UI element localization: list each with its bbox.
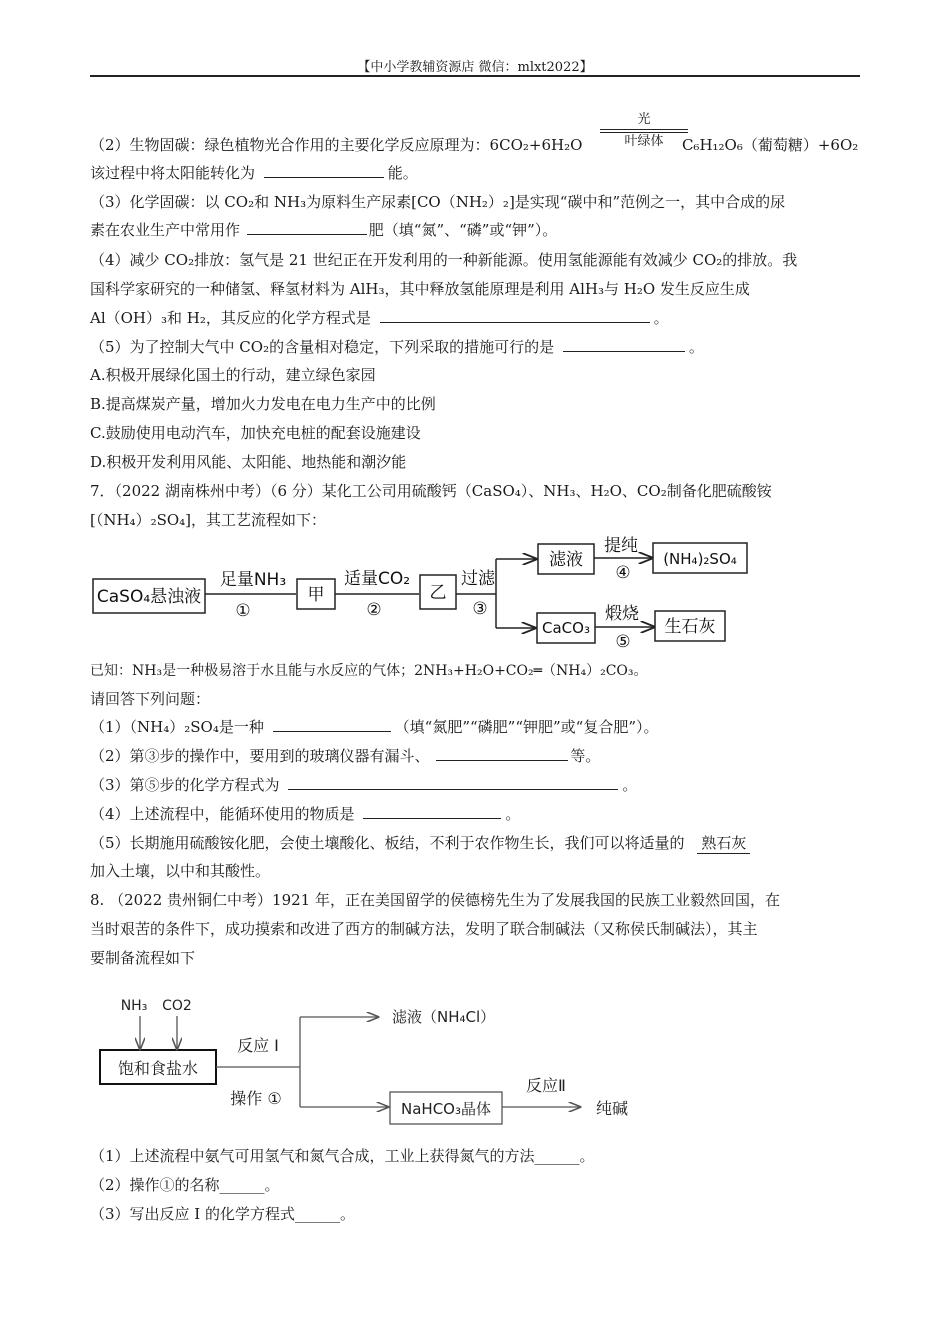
page-header: 【中小学教辅资源店 微信：mlxt2022】 — [357, 60, 593, 75]
q8-sub3: （3）写出反应 I 的化学方程式______。 — [90, 1205, 356, 1223]
q6-part2-line2-text: 该过程中将太阳能转化为 — [90, 164, 256, 182]
q6-part3-line2-end: 肥（填“氮”、“磷”或“钾”）。 — [368, 221, 558, 239]
label-arrow1-top: 足量NH₃ — [219, 570, 287, 590]
box-brine — [100, 1050, 216, 1084]
label-caco3: CaCO₃ — [542, 619, 590, 637]
q6-option-d: D.积极开发利用风能、太阳能、地热能和潮汐能 — [90, 453, 407, 471]
label-product: (NH₄)₂SO₄ — [663, 550, 737, 568]
label-caso4: CaSO₄悬浊液 — [96, 587, 202, 607]
q7-sub1 — [90, 717, 860, 737]
label-filtrate-nh4cl: 滤液（NH₄Cl） — [392, 1008, 496, 1026]
box-product — [653, 543, 747, 573]
q7-sub4 — [90, 804, 860, 824]
label-arrow1-bottom: ① — [235, 601, 251, 621]
q6-option-c: C.鼓励使用电动汽车，加快充电桩的配套设施建设 — [90, 424, 421, 442]
box-caco3 — [537, 613, 595, 643]
label-reaction1: 反应 I — [237, 1036, 279, 1055]
q6-part2-text-a: （2）生物固碳：绿色植物光合作用的主要化学反应原理为：6CO₂+6H₂O — [90, 136, 583, 154]
box-lime — [655, 611, 725, 641]
q6-part2-line1 — [90, 135, 860, 155]
q6-part2-line2-end: 能。 — [387, 164, 418, 182]
q7-sub3-text: （3）第⑤步的化学方程式为 — [90, 776, 280, 794]
header-rule — [90, 75, 860, 77]
label-arrow4-top: 提纯 — [604, 536, 638, 556]
label-arrow5-top: 煅烧 — [605, 604, 639, 624]
answer-blank[interactable] — [264, 163, 384, 178]
q7-sub5-line2: 加入土壤，以中和其酸性。 — [90, 862, 271, 880]
label-yi: 乙 — [429, 583, 447, 603]
q6-part4-line1: （4）减少 CO₂排放：氢气是 21 世纪正在开发利用的一种新能源。使用氢能源能有效减少 CO₂的排放。我 — [90, 251, 798, 269]
q6-option-b: B.提高煤炭产量，增加火力发电在电力生产中的比例 — [90, 395, 436, 413]
label-reaction2: 反应Ⅱ — [526, 1076, 566, 1095]
q6-part4-line3-end: 。 — [653, 309, 669, 327]
label-op1: 操作 ① — [230, 1089, 282, 1108]
label-soda: 纯碱 — [595, 1099, 629, 1118]
q6-part4-line2: 国科学家研究的一种储氢、释氢材料为 AlH₃，其中释放氢能原理是利用 AlH₃与 H₂O 发生反应生成 — [90, 280, 750, 298]
label-arrow3-bottom: ③ — [472, 599, 488, 619]
q7-ask: 请回答下列问题： — [90, 690, 211, 708]
q7-sub3 — [90, 775, 860, 795]
answer-blank[interactable] — [436, 746, 568, 761]
condition-double-line — [600, 129, 688, 133]
label-arrow2-top: 适量CO₂ — [343, 569, 411, 589]
q7-sub1-text: （1）（NH₄）₂SO₄是一种 — [90, 718, 264, 736]
q6-part5 — [90, 337, 860, 357]
box-caso4 — [93, 579, 205, 613]
q8-stem-line2: 当时艰苦的条件下，成功摸索和改进了西方的制碱方法，发明了联合制碱法（又称侯氏制碱法），其主 — [90, 920, 758, 938]
answer-blank[interactable] — [363, 804, 501, 819]
label-arrow2-bottom: ② — [366, 600, 382, 620]
answer-blank[interactable] — [288, 775, 618, 790]
q6-part3-line2 — [90, 220, 860, 240]
q7-sub3-end: 。 — [622, 776, 638, 794]
answer-blank[interactable] — [563, 337, 685, 352]
q7-sub4-text: （4）上述流程中，能循环使用的物质是 — [90, 805, 355, 823]
q7-stem-line1: 7．（2022 湖南株州中考）（6 分）某化工公司用硫酸钙（CaSO₄）、NH₃、H₂O、CO₂制备化肥硫酸铵 — [90, 482, 772, 500]
q8-stem-line3: 要制备流程如下 — [90, 949, 196, 967]
label-arrow4-bottom: ④ — [615, 563, 631, 583]
label-arrow5-bottom: ⑤ — [615, 632, 631, 652]
label-jia: 甲 — [307, 585, 325, 605]
q6-part3-line1: （3）化学固碳：以 CO₂和 NH₃为原料生产尿素[CO（NH₂）₂]是实现“碳中和”范例之一，其中合成的尿 — [90, 193, 786, 211]
box-jia — [297, 579, 335, 609]
q6-option-a: A.积极开展绿化国土的行动，建立绿色家园 — [90, 366, 376, 384]
box-crystal — [390, 1092, 502, 1124]
q7-sub2-text: （2）第③步的操作中，要用到的玻璃仪器有漏斗、 — [90, 747, 430, 765]
q6-part5-end: 。 — [688, 338, 704, 356]
condition-chlorophyll: 叶绿体 — [624, 134, 664, 149]
label-crystal: NaHCO₃晶体 — [401, 1100, 491, 1118]
q7-known: 已知：NH₃是一种极易溶于水且能与水反应的气体；2NH₃+H₂O+CO₂═（NH₄）₂CO₃。 — [90, 663, 648, 679]
answer-blank[interactable] — [380, 308, 650, 323]
q7-sub4-end: 。 — [505, 805, 521, 823]
label-nh3: NH₃ — [120, 998, 148, 1014]
q7-sub5-answer: 熟石灰 — [697, 833, 750, 854]
q6-part2-line2 — [90, 163, 860, 183]
q7-sub5-text: （5）长期施用硫酸铵化肥，会使土壤酸化、板结，不利于农作物生长，我们可以将适量的 — [90, 834, 685, 852]
box-filtrate — [538, 544, 594, 574]
q6-part3-line2-text: 素在农业生产中常用作 — [90, 221, 241, 239]
q6-part4-line3-text: Al（OH）₃和 H₂，其反应的化学方程式是 — [90, 309, 371, 327]
label-lime: 生石灰 — [664, 617, 716, 637]
q7-sub2-end: 等。 — [570, 747, 601, 765]
q8-sub1: （1）上述流程中氨气可用氢气和氮气合成，工业上获得氮气的方法______。 — [90, 1147, 595, 1165]
box-yi — [420, 575, 456, 609]
q8-stem-line1: 8. （2022 贵州铜仁中考）1921 年，正在美国留学的侯德榜先生为了发展我国的民族工业毅然回国，在 — [90, 891, 780, 909]
condition-light: 光 — [637, 112, 651, 127]
q6-part2-text-b: C₆H₁₂O₆（葡萄糖）+6O₂ — [681, 136, 859, 154]
answer-blank[interactable] — [247, 220, 367, 235]
q7-sub1-end: （填“氮肥”“磷肥”“钾肥”或“复合肥”）。 — [394, 718, 659, 736]
label-brine: 饱和食盐水 — [117, 1059, 199, 1078]
q6-part4-line3 — [90, 308, 860, 328]
q8-sub2: （2）操作①的名称______。 — [90, 1176, 280, 1194]
label-arrow3-top: 过滤 — [461, 569, 495, 589]
label-filtrate: 滤液 — [549, 550, 583, 570]
q7-sub5 — [90, 833, 860, 854]
reaction-condition — [600, 112, 688, 150]
q7-sub2 — [90, 746, 860, 766]
q7-stem-line2: [（NH₄）₂SO₄]，其工艺流程如下： — [90, 511, 327, 529]
label-co2: CO2 — [162, 998, 192, 1014]
answer-blank[interactable] — [273, 717, 391, 732]
q6-part5-text: （5）为了控制大气中 CO₂的含量相对稳定，下列采取的措施可行的是 — [90, 338, 555, 356]
